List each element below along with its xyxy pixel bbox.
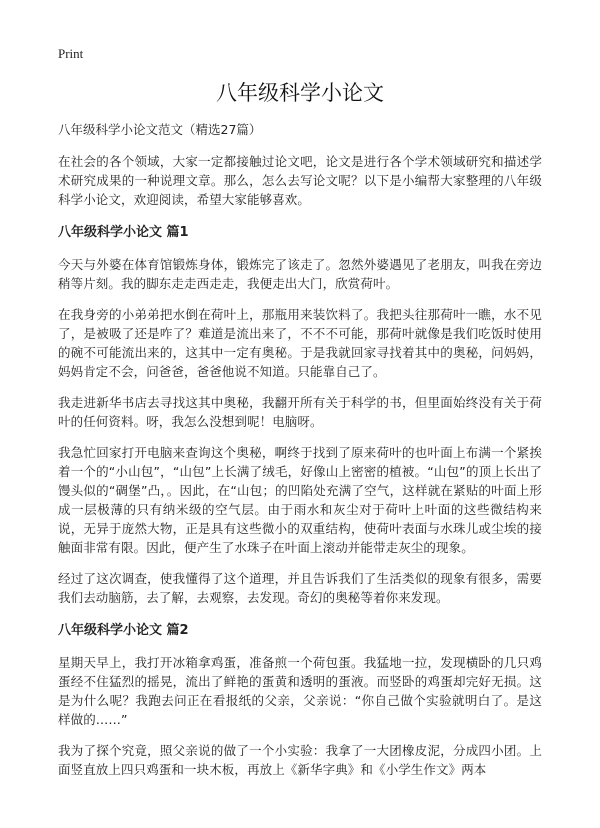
section-2-paragraph-2: 我为了探个究竟，照父亲说的做了一个小实验：我拿了一大团橡皮泥，分成四小团。上面竖直放上四只鸡蛋和一块木板，再放上《新华字典》和《小学生作文》两本 [58,743,542,777]
section-1-paragraph-1: 今天与外婆在体育馆锻炼身体，锻炼完了该走了。忽然外婆遇见了老朋友，叫我在旁边稍等片刻。我的脚东走走西走走，我便走出大门，欣赏荷叶。 [58,257,542,291]
print-link[interactable]: Print [58,46,84,61]
section-heading-2: 八年级科学小论文 篇2 [58,623,189,638]
section-2-paragraph-1: 星期天早上，我打开冰箱拿鸡蛋，准备煎一个荷包蛋。我猛地一拉，发现横卧的几只鸡蛋经不住猛烈的摇晃，流出了鲜艳的蛋黄和透明的蛋液。而竖卧的鸡蛋却完好无损。这是为什么呢？我跑去问正在看报纸的父亲，父亲说：“你自己做个实验就明白了。是这样做的……” [58,655,542,727]
intro-paragraph: 在社会的各个领域，大家一定都接触过论文吧，论文是进行各个学术领域研究和描述学术研究成果的一种说理文章。那么，怎么去写论文呢？以下是小编帮大家整理的八年级科学小论文，欢迎阅读，希望大家能够喜欢。 [58,154,542,207]
section-1-paragraph-3: 我走进新华书店去寻找这其中奥秘，我翻开所有关于科学的书，但里面始终没有关于荷叶的任何资料。呀，我怎么没想到呢！电脑呀。 [58,395,542,429]
page-subtitle: 八年级科学小论文范文（精选27篇） [58,122,262,137]
section-1-paragraph-4: 我急忙回家打开电脑来查询这个奥秘，啊终于找到了原来荷叶的也叶面上布满一个紧挨着一个的“小山包”，“山包”上长满了绒毛，好像山上密密的植被。“山包”的顶上长出了馒头似的“碉堡”凸，。因此，在“山包；的凹陷处充满了空气，这样就在紧贴的叶面上形成一层极薄的只有纳米级的空气层。由于雨水和灰尘对于荷叶上叶面的这些微结构来说，无异于庞然大物，正是具有这些微小的双重结构，使荷叶表面与水珠儿或尘埃的接触面非常有限。因此，便产生了水珠子在叶面上滚动并能带走灰尘的现象。 [58,445,542,555]
section-1-paragraph-5: 经过了这次调查，使我懂得了这个道理，并且告诉我们了生活类似的现象有很多，需要我们去动脑筋，去了解，去观察，去发现。奇幻的奥秘等着你来发现。 [58,571,542,605]
page-title: 八年级科学小论文 [216,81,384,105]
section-1-paragraph-2: 在我身旁的小弟弟把水倒在荷叶上，那瓶用来装饮料了。我把头往那荷叶一瞧，水不见了，是被吸了还是咋了？难道是流出来了，不不不可能，那荷叶就像是我们吃饭时使用的碗不可能流出来的，这其中一定有奥秘。于是我就回家寻找着其中的奥秘，问妈妈，妈妈肯定不会，问爸爸，爸爸他说不知道。只能靠自己了。 [58,307,542,379]
section-heading-1: 八年级科学小论文 篇1 [58,225,189,240]
